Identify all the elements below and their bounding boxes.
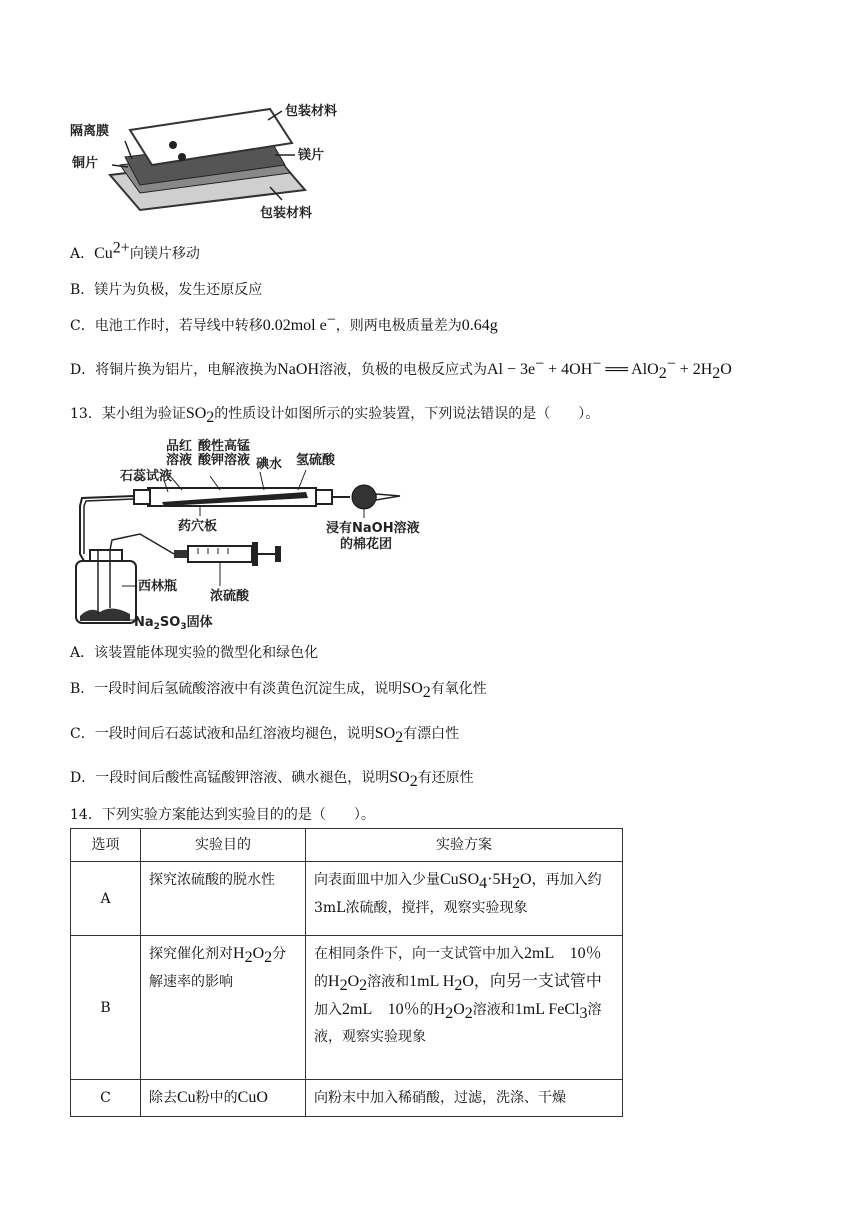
row-a-purpose: 探究浓硫酸的脱水性 bbox=[141, 862, 306, 936]
label-rongye: 溶液 bbox=[166, 453, 193, 468]
header-plan: 实验方案 bbox=[306, 829, 623, 862]
label-magnesium: 镁片 bbox=[298, 148, 325, 163]
q13-option-c: C．一段时间后石蕊试液和品红溶液均褪色，说明$SO_2$有漂白性 bbox=[70, 725, 460, 746]
q12-option-a: A．$Cu^{2+}$向镁片移动 bbox=[70, 239, 200, 262]
row-b-option: B bbox=[71, 936, 141, 1080]
row-c-purpose: 除去Cu粉中的CuO bbox=[141, 1080, 306, 1117]
q14-table bbox=[70, 828, 623, 1117]
battery-diagram bbox=[70, 95, 370, 230]
row-c-option: C bbox=[71, 1080, 141, 1117]
label-na2so3: $Na_2SO_3$固体 bbox=[134, 615, 213, 632]
label-qingliusuan: 氢硫酸 bbox=[296, 453, 336, 468]
label-suanxing: 酸性高锰 bbox=[198, 439, 251, 454]
table-header-row bbox=[71, 829, 623, 862]
table-row bbox=[71, 1080, 623, 1117]
q12-option-c: C．电池工作时，若导线中转移0.02mol e−，则两电极质量差为0.64g bbox=[70, 311, 498, 334]
q12-option-d: D．将铜片换为铝片，电解液换为NaOH溶液，负极的电极反应式为Al − 3e− + 4OH− ══ $AlO_2^- + 2H_2O$ bbox=[70, 355, 732, 382]
row-a-option: A bbox=[71, 862, 141, 936]
row-b-purpose: 探究催化剂对$H_2O_2$分解速率的影响 bbox=[141, 936, 306, 1080]
label-xilinping: 西林瓶 bbox=[138, 579, 178, 594]
q14-stem: 14．下列实验方案能达到实验目的的是（ ）。 bbox=[70, 807, 375, 823]
header-option: 选项 bbox=[71, 829, 141, 862]
header-purpose: 实验目的 bbox=[141, 829, 306, 862]
label-yaoxueban: 药穴板 bbox=[178, 519, 218, 534]
label-pack-bottom: 包装材料 bbox=[260, 206, 313, 221]
q13-option-d: D．一段时间后酸性高锰酸钾溶液、碘水褪色，说明$SO_2$有还原性 bbox=[70, 769, 474, 790]
label-nongliusuan: 浓硫酸 bbox=[210, 589, 250, 604]
label-pack-top: 包装材料 bbox=[285, 104, 338, 119]
label-dianshui: 碘水 bbox=[256, 457, 283, 472]
so2-apparatus-diagram bbox=[70, 436, 470, 636]
row-a-plan: 向表面皿中加入少量$CuSO_4\cdot 5H_2O$，再加入约3mL浓硫酸，搅拌，观察实验现象 bbox=[306, 862, 623, 936]
label-naoh-2: 的棉花团 bbox=[340, 537, 393, 552]
q13-option-b: B．一段时间后氢硫酸溶液中有淡黄色沉淀生成，说明$SO_2$有氧化性 bbox=[70, 680, 487, 701]
label-copper: 铜片 bbox=[72, 156, 99, 171]
table-row bbox=[71, 936, 623, 1080]
label-suanjia: 酸钾溶液 bbox=[198, 453, 251, 468]
q13-option-a: A．该装置能体现实验的微型化和绿色化 bbox=[70, 645, 319, 661]
q12-option-b: B．镁片为负极，发生还原反应 bbox=[70, 282, 263, 298]
row-c-plan: 向粉末中加入稀硝酸，过滤，洗涤、干燥 bbox=[306, 1080, 623, 1117]
row-b-plan: 在相同条件下，向一支试管中加入2mL 10％的$H_2O_2$溶液和1mL $H_2O$，向另一支试管中加入2mL 10％的$H_2O_2$溶液和1mL FeCl$_3$溶液，观察实验现象 bbox=[306, 936, 623, 1080]
label-shirui: 石蕊试液 bbox=[120, 469, 173, 484]
label-membrane: 隔离膜 bbox=[70, 124, 110, 139]
table-row bbox=[71, 862, 623, 936]
label-pinhong: 品红 bbox=[166, 439, 193, 454]
label-naoh-1: 浸有NaOH溶液 bbox=[326, 521, 420, 536]
q13-stem: 13．某小组为验证$SO_2$的性质设计如图所示的实验装置，下列说法错误的是（ ）。 bbox=[70, 405, 600, 426]
